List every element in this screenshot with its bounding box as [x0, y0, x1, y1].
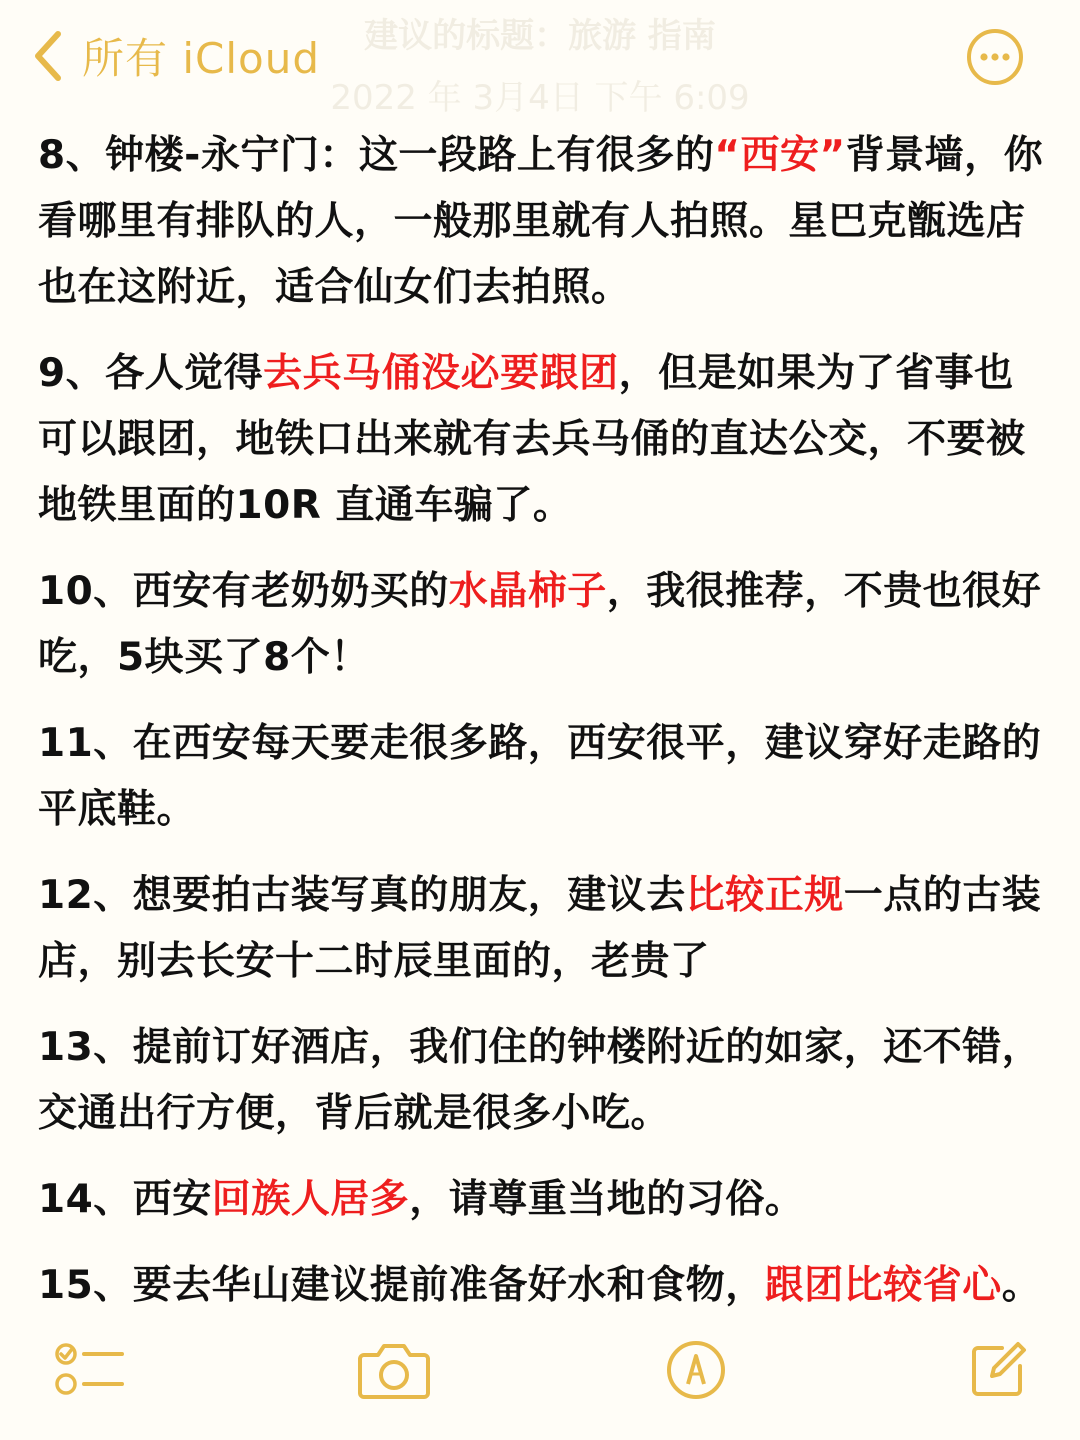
tip-item-8: 8、钟楼-永宁门：这一段路上有很多的“西安”背景墙，你看哪里有排队的人，一般那里就有人拍照。星巴克甑选店也在这附近，适合仙女们去拍照。	[38, 133, 1044, 310]
tip-item-9: 9、各人觉得去兵马俑没必要跟团，但是如果为了省事也可以跟团，地铁口出来就有去兵马俑的直达公交，不要被地铁里面的10R 直通车骗了。	[38, 351, 1026, 528]
navigation-bar	[0, 0, 1080, 118]
note-date: 2022 年 3月4日 下午 6:09	[330, 78, 750, 118]
tip-item-13: 13、提前订好酒店，我们住的钟楼附近的如家，还不错，交通出行方便，背后就是很多小吃。	[38, 1025, 1042, 1136]
back-button[interactable]	[30, 24, 320, 88]
tip-item-14: 14、西安回族人居多，请尊重当地的习俗。	[38, 1177, 805, 1222]
tip-item-15: 15、要去华山建议提前准备好水和食物，跟团比较省心。	[38, 1263, 1042, 1308]
ellipsis-circle-icon	[966, 28, 1024, 86]
markup-button[interactable]	[658, 1332, 734, 1408]
compose-button[interactable]	[958, 1332, 1034, 1408]
camera-icon	[356, 1339, 432, 1401]
back-label: 所有 iCloud	[82, 34, 320, 83]
highlight-text: 去兵马俑没必要跟团	[263, 351, 619, 396]
highlight-text: 比较正规	[685, 873, 844, 918]
markup-pen-icon	[664, 1338, 728, 1402]
camera-button[interactable]	[356, 1332, 432, 1408]
tip-item-10: 10、西安有老奶奶买的水晶柿子，我很推荐，不贵也很好吃，5块买了8个！	[38, 569, 1042, 680]
more-options-button[interactable]	[966, 28, 1024, 86]
bottom-toolbar	[0, 1312, 1080, 1422]
highlight-text: 回族人居多	[211, 1177, 410, 1222]
tip-item-11: 11、在西安每天要走很多路，西安很平，建议穿好走路的平底鞋。	[38, 721, 1042, 832]
note-body[interactable]	[38, 123, 1050, 1339]
suggested-title: 建议的标题：旅游 指南	[364, 16, 716, 56]
tip-item-12: 12、想要拍古装写真的朋友，建议去比较正规一点的古装店，别去长安十二时辰里面的，老贵了	[38, 873, 1042, 984]
checklist-button[interactable]	[52, 1332, 128, 1408]
highlight-text: 跟团比较省心	[764, 1263, 1002, 1308]
highlight-text: “西安”	[714, 133, 846, 178]
chevron-left-icon	[30, 28, 64, 84]
compose-icon	[964, 1338, 1028, 1402]
highlight-text: 水晶柿子	[448, 569, 607, 614]
checklist-icon	[54, 1340, 126, 1400]
